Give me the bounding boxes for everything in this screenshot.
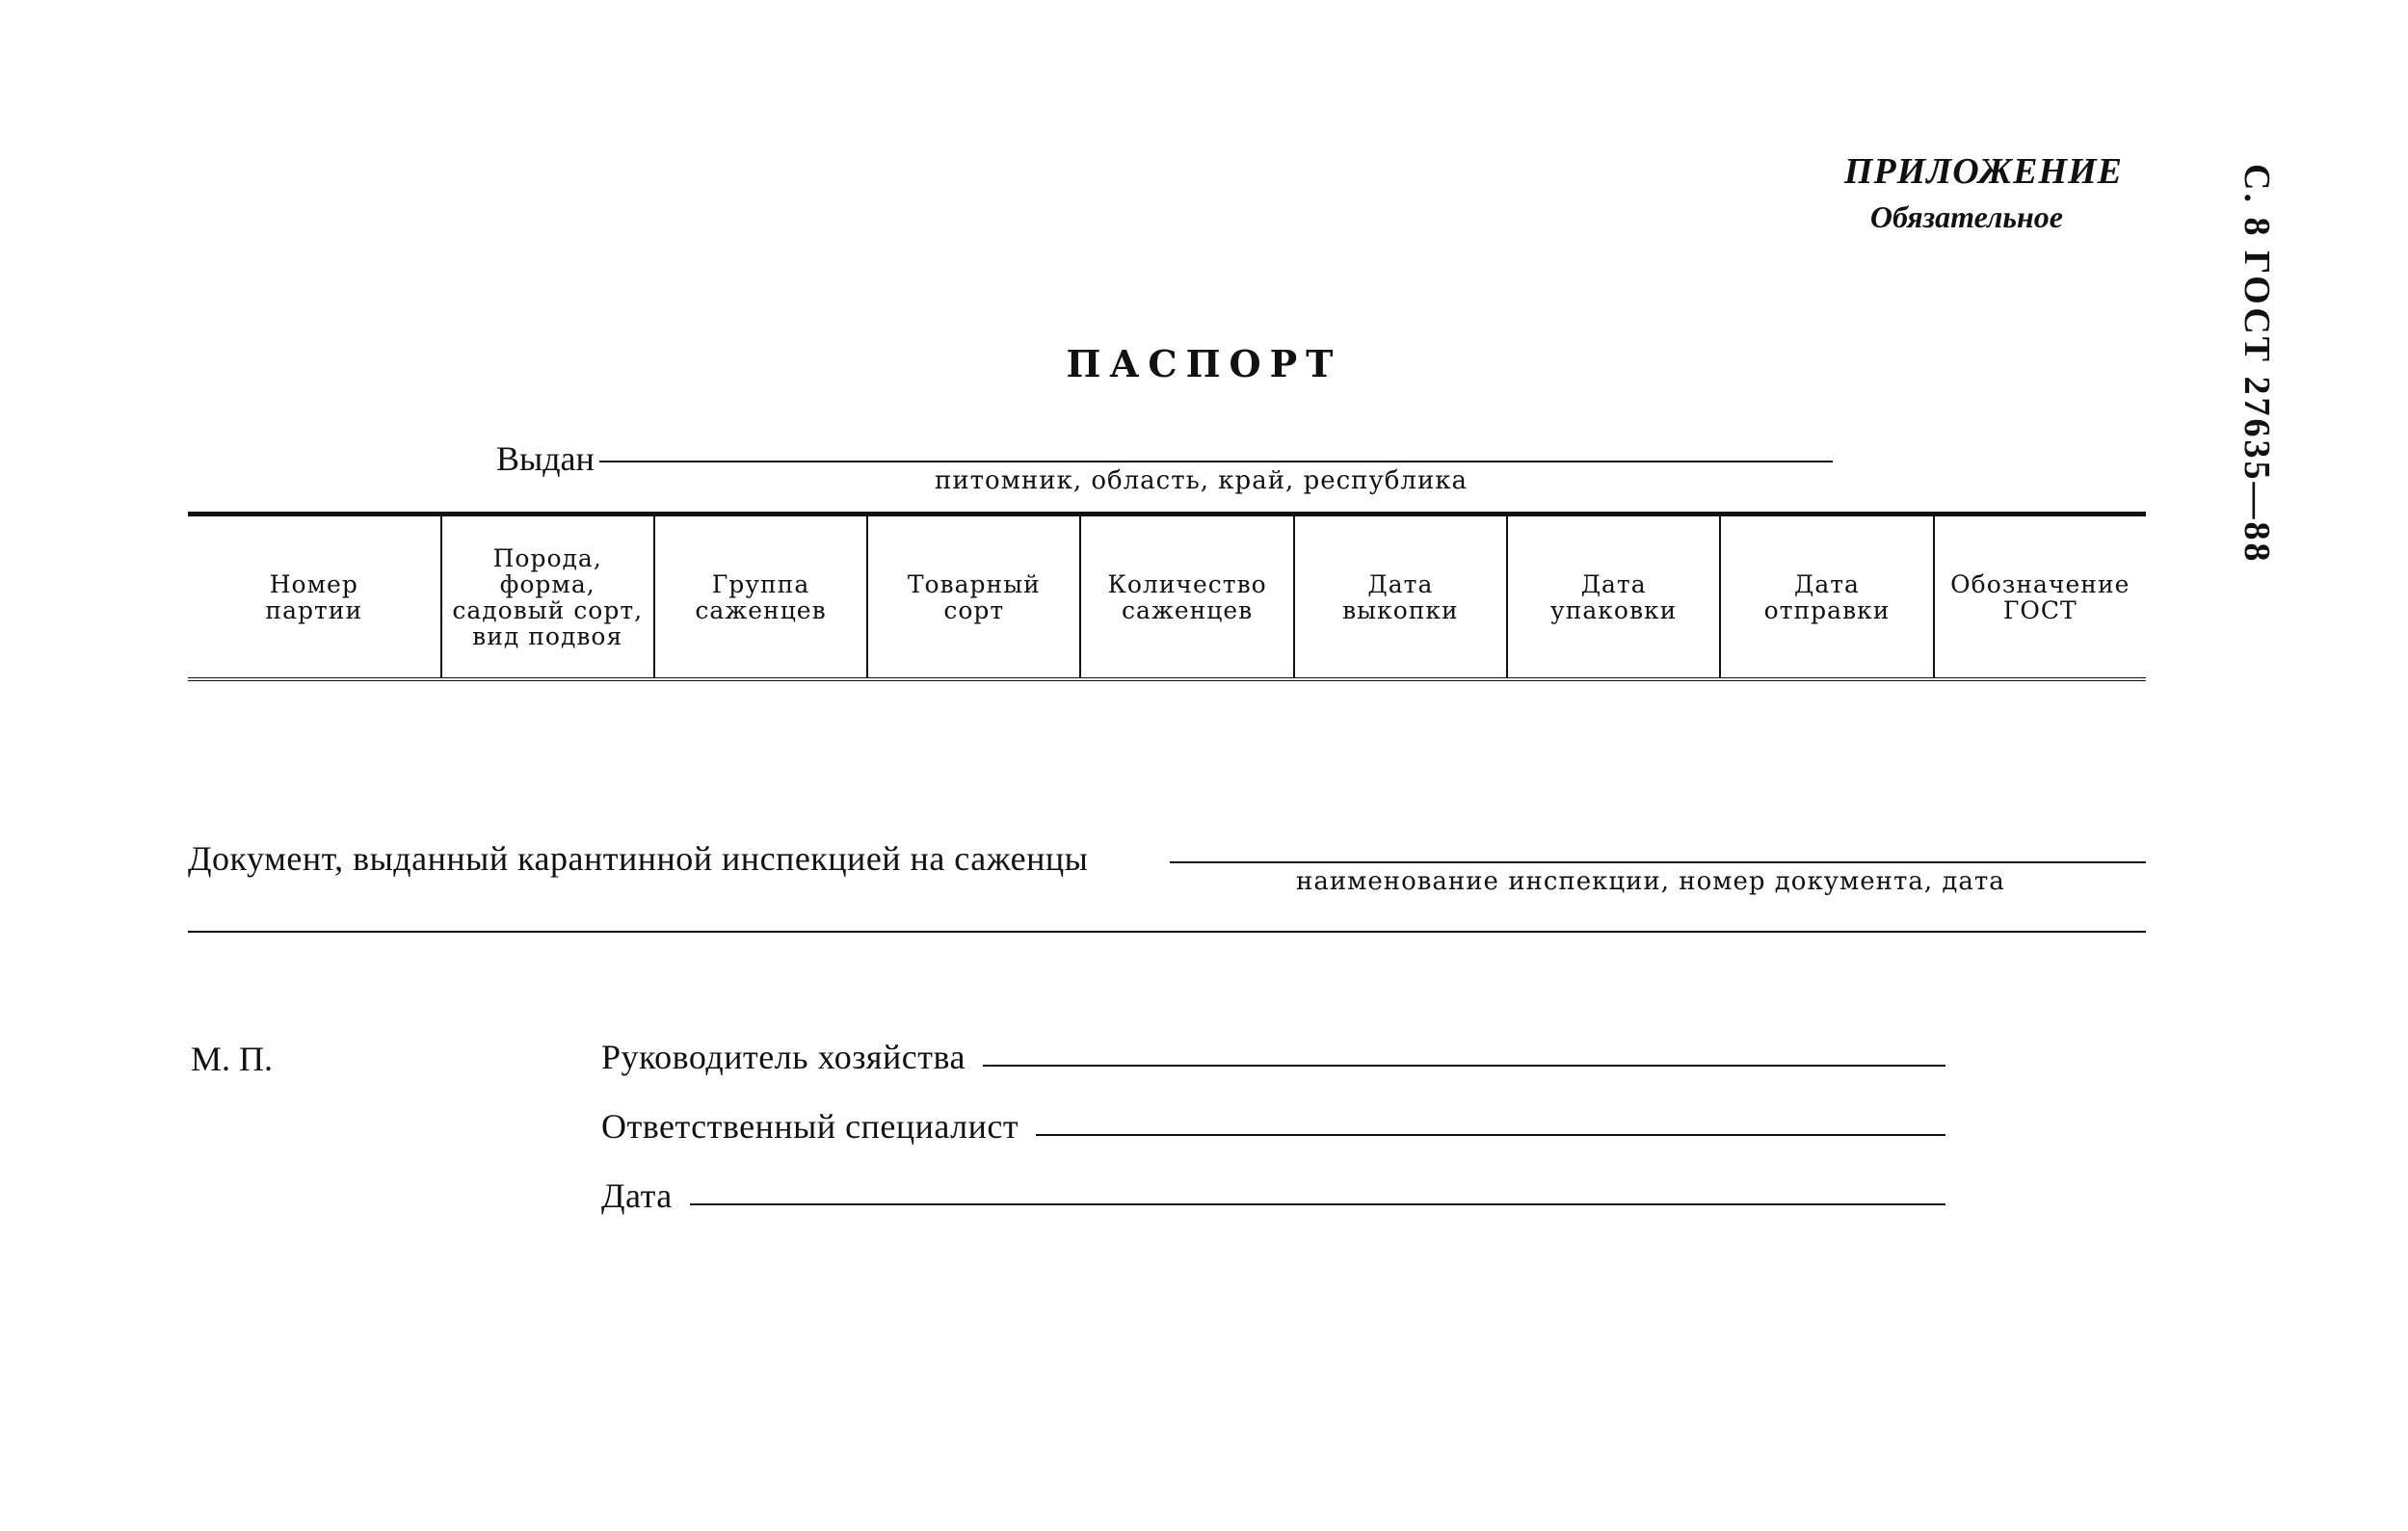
column-header-breed: Порода, форма, садовый сорт, вид подвоя	[442, 516, 655, 677]
passport-table	[188, 512, 2146, 681]
specialist-signature-line	[1036, 1134, 1945, 1136]
column-header-seedling-group: Группа саженцев	[655, 516, 868, 677]
quarantine-fill-line	[1170, 861, 2146, 863]
head-signature-label: Руководитель хозяйства	[601, 1038, 966, 1076]
issued-label: Выдан	[496, 439, 595, 478]
column-header-commercial-grade: Товарный сорт	[868, 516, 1081, 677]
head-signature-row	[601, 1037, 1945, 1077]
document-title: ПАСПОРТ	[1066, 342, 1342, 385]
page-marker: С. 8 ГОСТ 27635—88	[2236, 164, 2277, 565]
quarantine-label: Документ, выданный карантинной инспекцией на саженцы	[188, 839, 1089, 878]
appendix-title: ПРИЛОЖЕНИЕ	[1843, 151, 2123, 192]
stamp-place: М. П.	[191, 1040, 274, 1078]
column-header-gost: Обозначение ГОСТ	[1950, 569, 2130, 624]
head-signature-line	[983, 1065, 1945, 1067]
specialist-signature-row	[601, 1106, 1945, 1147]
specialist-signature-label: Ответственный специалист	[601, 1107, 1019, 1146]
column-header-quantity: Количество саженцев	[1081, 516, 1294, 677]
column-header-batch-number: Номер партии	[188, 516, 442, 677]
issued-fill-line	[599, 461, 1833, 462]
date-row	[601, 1175, 1945, 1216]
issued-caption: питомник, область, край, республика	[935, 466, 1469, 495]
column-header-digging-date: Дата выкопки	[1295, 516, 1508, 677]
quarantine-continuation-line	[188, 931, 2146, 933]
date-line	[690, 1203, 1945, 1205]
quarantine-caption: наименование инспекции, номер документа, дата	[1296, 867, 2005, 896]
date-label: Дата	[601, 1176, 673, 1215]
appendix-subtitle: Обязательное	[1869, 199, 2063, 234]
column-header-packing-date: Дата упаковки	[1508, 516, 1721, 677]
column-header-shipping-date: Дата отправки	[1721, 516, 1934, 677]
